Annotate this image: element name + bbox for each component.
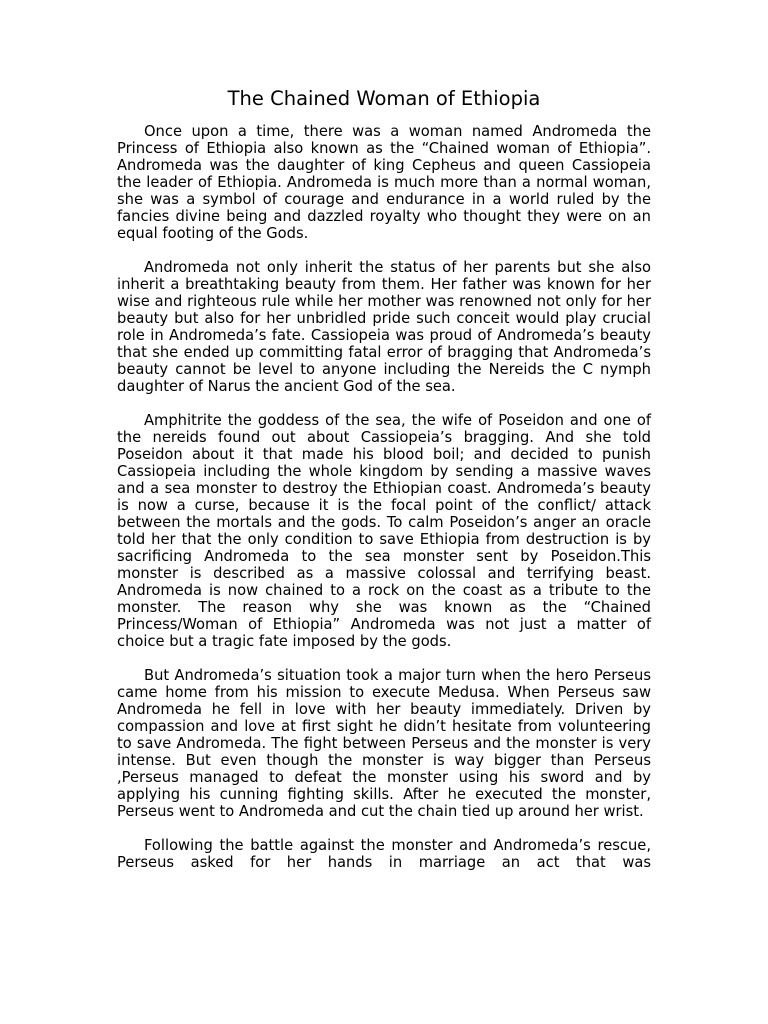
paragraph-4: But Andromeda’s situation took a major turn when the hero Perseus came home from his mission to execute Medusa. When Perseus saw Andromeda he fell in love with her beauty immediately. Driven by compassion and love at first sight he didn’t hesitate from volunteering to save Andromeda. The fight between Perseus and the monster is very intense. But even though the monster is way bigger than Perseus ,Perseus managed to defeat the monster using his sword and by applying his cunning fighting skills. After he executed the monster, Perseus went to Andromeda and cut the chain tied up around her wrist. [117, 667, 651, 820]
paragraph-2: Andromeda not only inherit the status of her parents but she also inherit a breathtaking beauty from them. Her father was known for her wise and righteous rule while her mother was renowned not only for her beauty but also for her unbridled pride such conceit would play crucial role in Andromeda’s fate. Cassiopeia was proud of Andromeda’s beauty that she ended up committing fatal error of bragging that Andromeda’s beauty cannot be level to anyone including the Nereids the C nymph daughter of Narus the ancient God of the sea. [117, 259, 651, 395]
document-body [117, 123, 651, 871]
paragraph-1: Once upon a time, there was a woman named Andromeda the Princess of Ethiopia also known as the “Chained woman of Ethiopia”. Andromeda was the daughter of king Cepheus and queen Cassiopeia the leader of Ethiopia. Andromeda is much more than a normal woman, she was a symbol of courage and endurance in a world ruled by the fancies divine being and dazzled royalty who thought they were on an equal footing of the Gods. [117, 123, 651, 242]
page-title: The Chained Woman of Ethiopia [227, 87, 541, 110]
paragraph-3: Amphitrite the goddess of the sea, the wife of Poseidon and one of the nereids found out about Cassiopeia’s bragging. And she told Poseidon about it that made his blood boil; and decided to punish Cassiopeia including the whole kingdom by sending a massive waves and a sea monster to destroy the Ethiopian coast. Andromeda’s beauty is now a curse, because it is the focal point of the conflict/ attack between the mortals and the gods. To calm Poseidon’s anger an oracle told her that the only condition to save Ethiopia from destruction is by sacrificing Andromeda to the sea monster sent by Poseidon.This monster is described as a massive colossal and terrifying beast. Andromeda is now chained to a rock on the coast as a tribute to the monster. The reason why she was known as the “Chained Princess/Woman of Ethiopia” Andromeda was not just a matter of choice but a tragic fate imposed by the gods. [117, 412, 651, 650]
paragraph-5: Following the battle against the monster and Andromeda’s rescue, Perseus asked for her hands in marriage an act that was [117, 837, 651, 871]
